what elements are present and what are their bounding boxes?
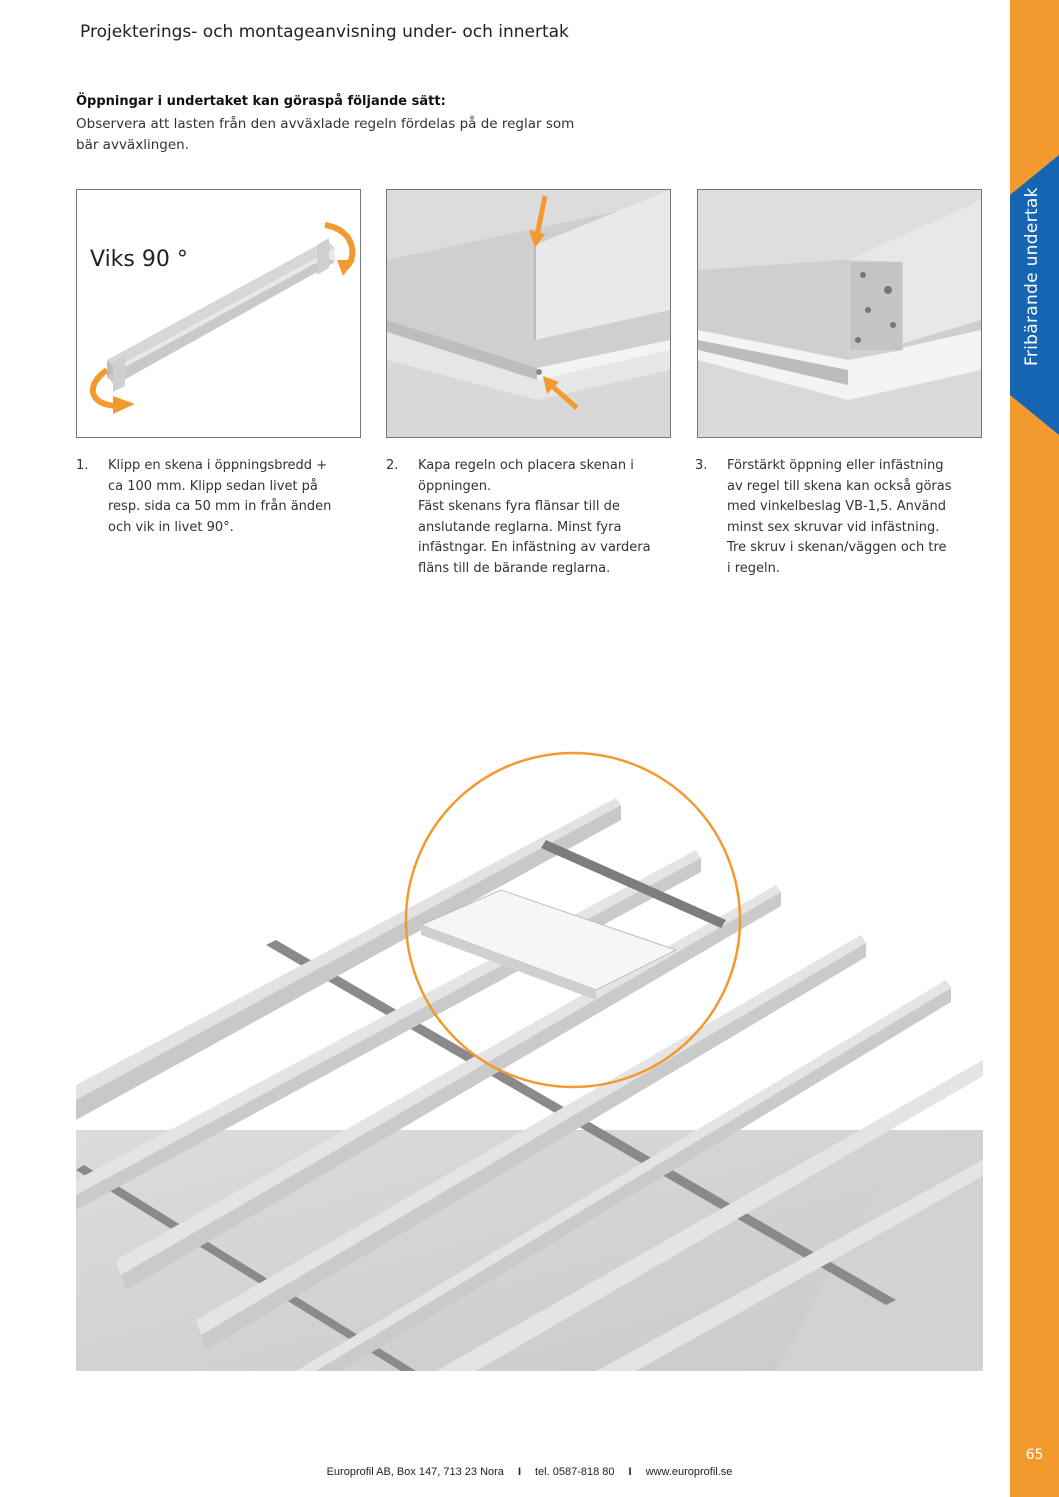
footer-address: Europrofil AB, Box 147, 713 23 Nora xyxy=(326,1466,504,1478)
step-text: Kapa regeln och placera skenan i öppningen. Fäst skenans fyra flänsar till de anslutande reglarna. Minst fyra infästngar. En infästning av vardera fläns till de bärande reglarna. xyxy=(418,458,651,576)
section-tab-label: Fribärande undertak xyxy=(1022,187,1042,366)
footer xyxy=(0,1466,1059,1478)
footer-separator: I xyxy=(628,1466,632,1478)
ceiling-grid-illustration xyxy=(76,740,983,1371)
figure-fold-rail xyxy=(76,189,361,438)
intro-heading: Öppningar i undertaket kan göraspå följande sätt: xyxy=(76,94,446,109)
step-text: Klipp en skena i öppningsbredd + ca 100 mm. Klipp sedan livet på resp. sida ca 50 mm in från änden och vik in livet 90°. xyxy=(108,458,332,535)
intro-text: Observera att lasten från den avväxlade regeln fördelas på de reglar som bär avväxlingen. xyxy=(76,116,575,153)
footer-separator: I xyxy=(517,1466,521,1478)
footer-phone: tel. 0587-818 80 xyxy=(535,1466,615,1478)
step-number: 1. xyxy=(76,458,89,473)
footer-website[interactable]: www.europrofil.se xyxy=(645,1466,733,1478)
step-number: 2. xyxy=(386,458,399,473)
fold-label: Viks 90 ° xyxy=(90,247,188,272)
angle-bracket-illustration xyxy=(698,190,981,437)
page-header: Projekterings- och montageanvisning under- och innertak xyxy=(80,22,569,42)
figure-angle-bracket xyxy=(697,189,982,438)
figure-cut-rail xyxy=(386,189,671,438)
page-number: 65 xyxy=(1025,1447,1044,1463)
step-text: Förstärkt öppning eller infästning av regel till skena kan också göras med vinkelbeslag VB-1,5. Använd minst sex skruvar vid infästning. Tre skruv i skenan/väggen och tre i regeln. xyxy=(727,458,952,576)
fold-rail-illustration xyxy=(77,190,360,437)
cut-rail-illustration xyxy=(387,190,670,437)
step-number: 3. xyxy=(695,458,708,473)
